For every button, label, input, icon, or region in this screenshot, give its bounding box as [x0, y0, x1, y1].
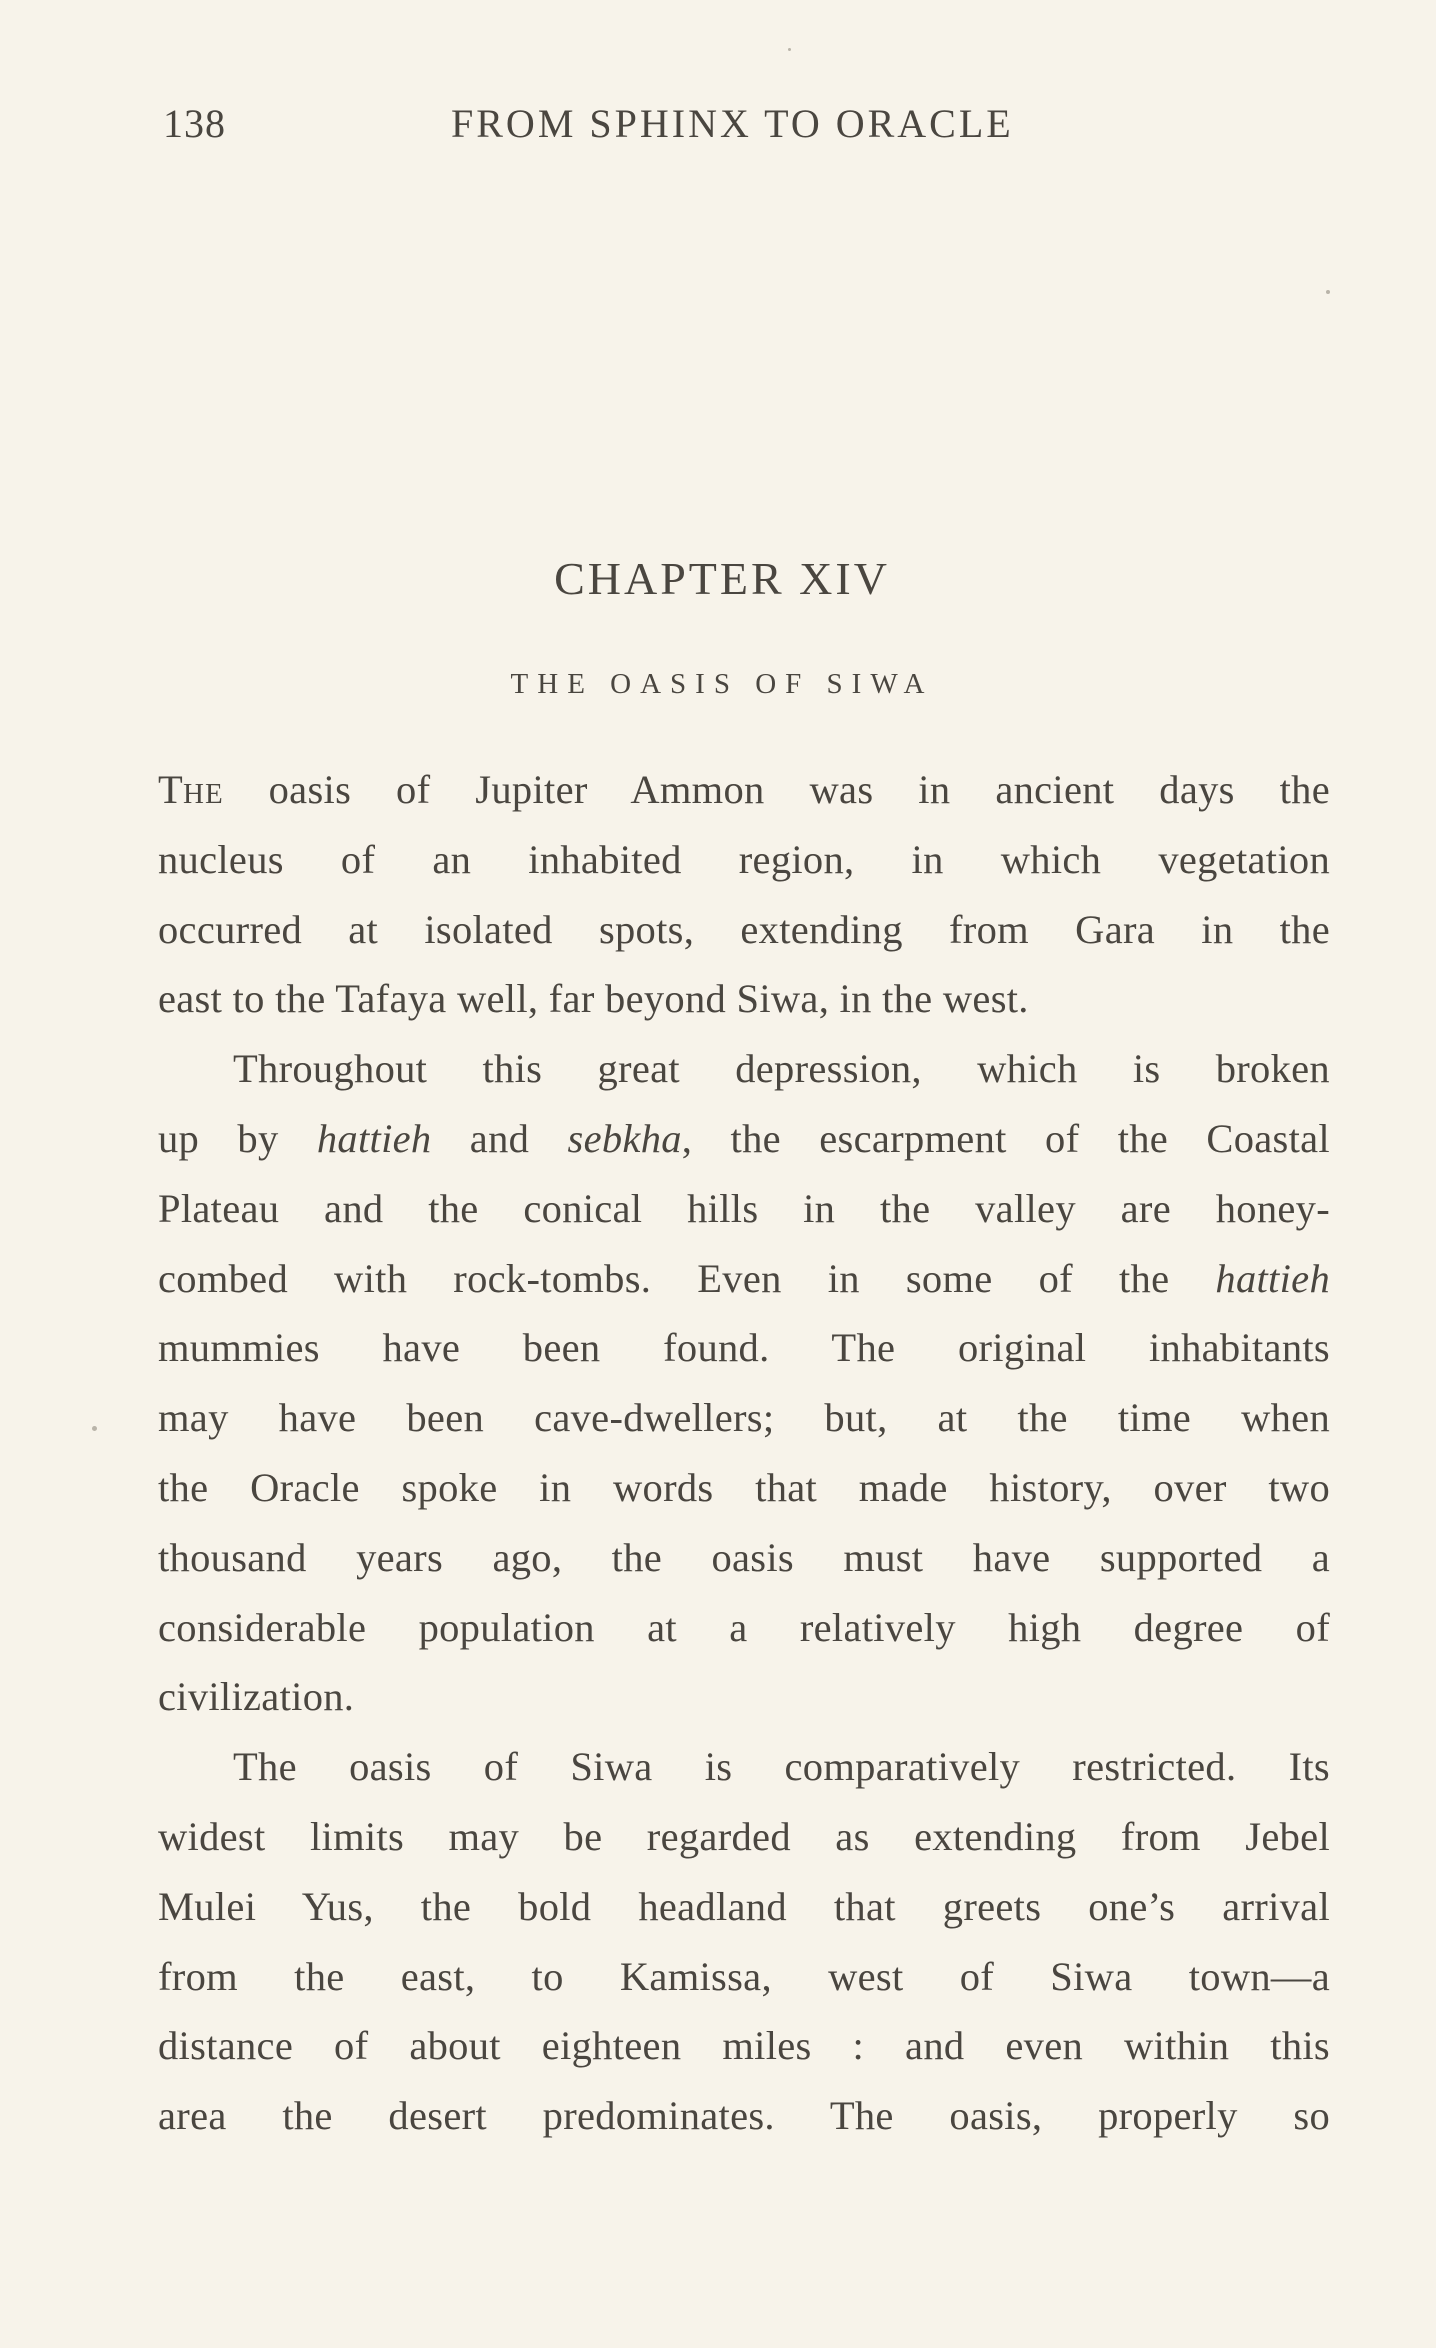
- page-number: 138: [163, 101, 226, 146]
- text-line: Plateau and the conical hills in the valley are honey-: [158, 1185, 1330, 1231]
- text-line: mummies have been found. The original inhabitants: [158, 1325, 1330, 1371]
- text-line: occurred at isolated spots, extending from Gara in the: [158, 906, 1330, 952]
- text-line: Mulei Yus, the bold headland that greets one’s arrival: [158, 1883, 1330, 1929]
- paragraph-start-line: Throughout this great depression, which is broken: [233, 1046, 1330, 1092]
- chapter-subtitle: THE OASIS OF SIWA: [510, 668, 934, 700]
- text-line: [158, 755, 1330, 825]
- body-text: [158, 755, 1330, 2151]
- paper-speck: [92, 1426, 97, 1431]
- text-line: widest limits may be regarded as extending from Jebel: [158, 1813, 1330, 1859]
- line-text: up by: [158, 1115, 317, 1161]
- text-line: from the east, to Kamissa, west of Siwa town—a: [158, 1953, 1330, 1999]
- line-text: combed with rock-tombs. Even in some of the: [158, 1255, 1216, 1301]
- initial-capital: T: [158, 767, 184, 812]
- text-line: [158, 1244, 1330, 1314]
- line-text: oasis of Jupiter Ammon was in ancient days the: [223, 767, 1330, 812]
- paper-speck: [1326, 290, 1330, 294]
- paragraph-start-line: The oasis of Siwa is comparatively restricted. Its: [233, 1744, 1330, 1790]
- text-line: considerable population at a relatively high degree of: [158, 1604, 1330, 1650]
- small-caps-word: HE: [183, 778, 224, 810]
- line-text: and: [431, 1115, 568, 1161]
- text-line: [158, 1104, 1330, 1174]
- text-line: distance of about eighteen miles : and even within this: [158, 2023, 1330, 2069]
- paragraph-end-line: civilization.: [158, 1674, 355, 1720]
- paragraph-end-line: east to the Tafaya well, far beyond Siwa, in the west.: [158, 976, 1029, 1022]
- italic-term: sebkha: [567, 1115, 682, 1161]
- text-line: area the desert predominates. The oasis, properly so: [158, 2093, 1330, 2139]
- running-title: FROM SPHINX TO ORACLE: [451, 101, 1014, 146]
- line-text: , the escarpment of the Coastal: [681, 1115, 1330, 1161]
- italic-term: hattieh: [1215, 1255, 1330, 1301]
- running-head: [0, 100, 1436, 160]
- text-line: nucleus of an inhabited region, in which vegetation: [158, 836, 1330, 882]
- paper-speck: [788, 48, 791, 51]
- italic-term: hattieh: [316, 1115, 432, 1161]
- text-line: may have been cave-dwellers; but, at the time when: [158, 1395, 1330, 1441]
- text-line: thousand years ago, the oasis must have supported a: [158, 1534, 1330, 1580]
- text-line: the Oracle spoke in words that made history, over two: [158, 1464, 1330, 1510]
- chapter-heading: CHAPTER XIV: [554, 553, 890, 604]
